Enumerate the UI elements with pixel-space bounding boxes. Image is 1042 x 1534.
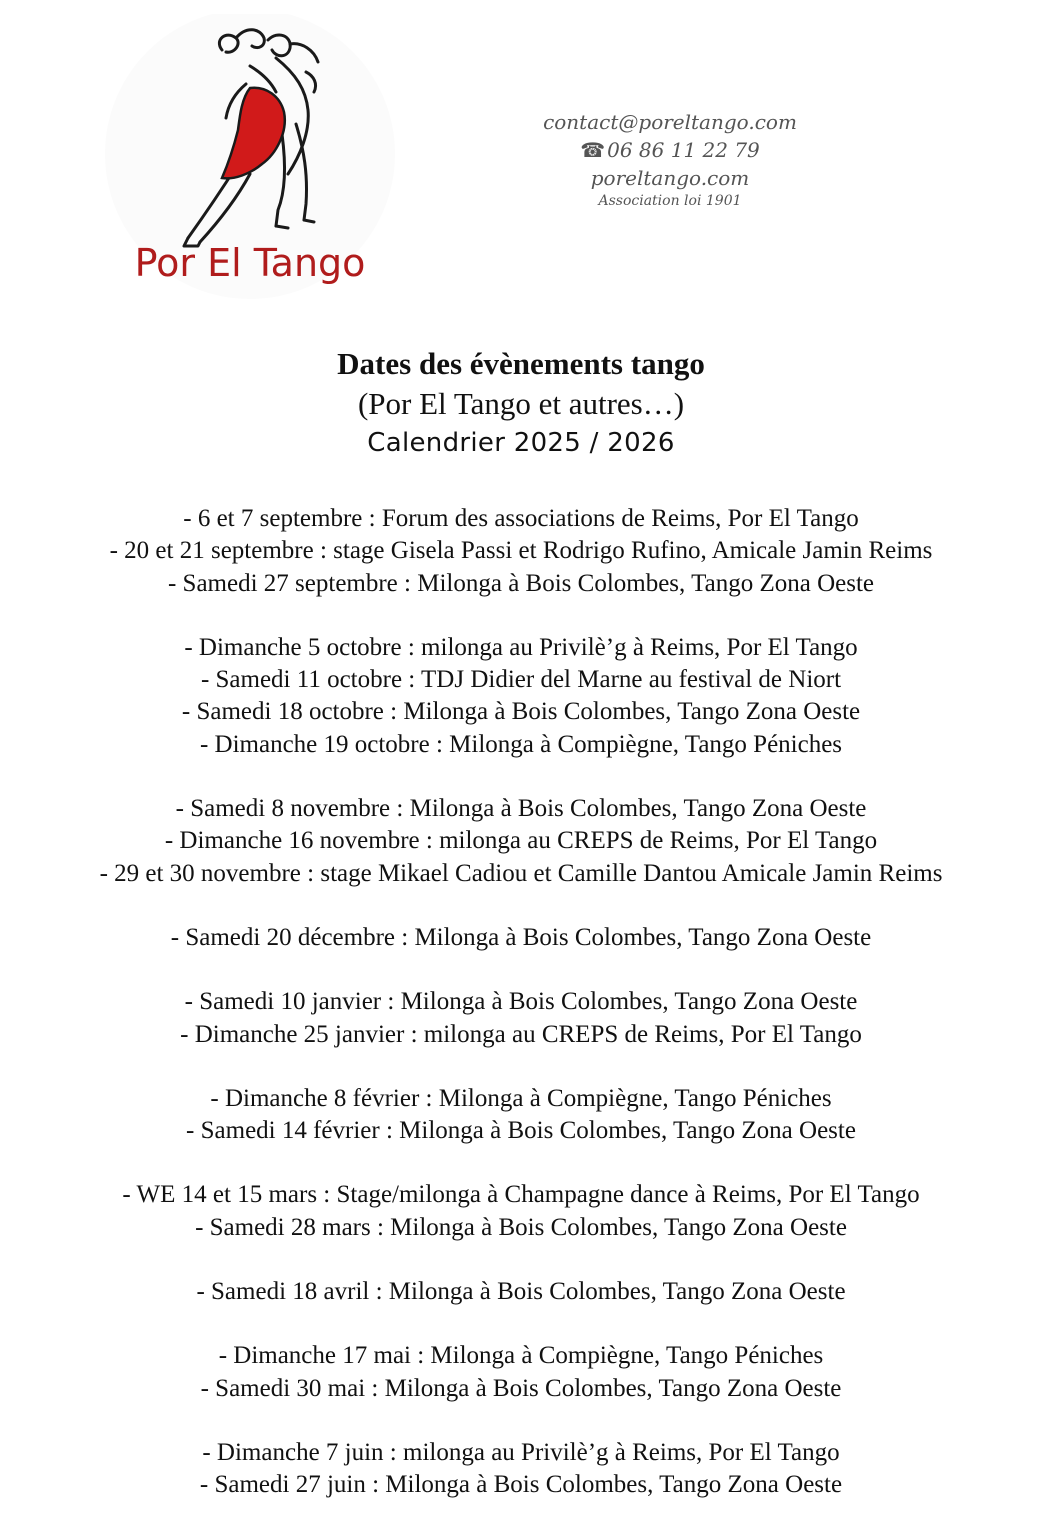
events-list [0,503,1042,1534]
contact-phone-line [520,136,820,164]
event-group-november [0,793,1042,890]
event-item: - Samedi 18 avril : Milonga à Bois Colombes, Tango Zona Oeste [196,1278,846,1306]
event-item: - 20 et 21 septembre : stage Gisela Passi et Rodrigo Rufino, Amicale Jamin Reims [109,537,933,565]
event-group-march [0,1179,1042,1244]
logo [100,14,400,314]
event-group-may [0,1340,1042,1405]
event-item: - Samedi 27 juin : Milonga à Bois Colombes, Tango Zona Oeste [199,1471,843,1499]
event-item: - Dimanche 7 juin : milonga au Privilè’g à Reims, Por El Tango [202,1438,840,1466]
contact-email[interactable]: contact@poreltango.com [543,110,797,134]
event-item: - Samedi 20 décembre : Milonga à Bois Colombes, Tango Zona Oeste [170,923,872,951]
event-item: - Samedi 14 février : Milonga à Bois Colombes, Tango Zona Oeste [186,1117,856,1145]
tango-dancers-logo [100,14,400,314]
event-group-december [0,922,1042,954]
event-item: - 6 et 7 septembre : Forum des associations de Reims, Por El Tango [183,505,859,532]
event-item: - Dimanche 17 mai : Milonga à Compiègne, Tango Péniches [218,1342,824,1370]
contact-phone[interactable]: 06 86 11 22 79 [607,138,760,162]
event-group-january [0,986,1042,1051]
event-item: - WE 14 et 15 mars : Stage/milonga à Champagne dance à Reims, Por El Tango [122,1181,920,1209]
event-item: - 29 et 30 novembre : stage Mikael Cadiou et Camille Dantou Amicale Jamin Reims [99,859,943,887]
event-item: - Dimanche 16 novembre : milonga au CREPS de Reims, Por El Tango [164,827,878,855]
page-subtitle: (Por El Tango et autres…) [357,386,685,421]
telephone-icon: ☎ [580,138,606,162]
calendar-title: Calendrier 2025 / 2026 [367,428,675,458]
event-group-october [0,632,1042,761]
event-item: - Samedi 30 mai : Milonga à Bois Colombes, Tango Zona Oeste [200,1374,842,1402]
event-item: - Samedi 8 novembre : Milonga à Bois Colombes, Tango Zona Oeste [175,795,867,823]
event-item: - Dimanche 19 octobre : Milonga à Compiègne, Tango Péniches [199,730,843,758]
title-block [0,344,1042,462]
event-item: - Dimanche 25 janvier : milonga au CREPS de Reims, Por El Tango [180,1020,862,1048]
logo-text: Por El Tango [134,241,366,285]
event-group-february [0,1083,1042,1148]
event-item: - Dimanche 8 février : Milonga à Compiègne, Tango Péniches [210,1084,832,1112]
event-item: - Samedi 18 octobre : Milonga à Bois Colombes, Tango Zona Oeste [181,698,861,726]
event-item: - Samedi 10 janvier : Milonga à Bois Colombes, Tango Zona Oeste [184,988,858,1016]
event-group-september [0,503,1042,600]
event-item: - Samedi 28 mars : Milonga à Bois Colombes, Tango Zona Oeste [195,1213,847,1241]
page-title: Dates des évènements tango [337,346,705,381]
event-item: - Samedi 27 septembre : Milonga à Bois Colombes, Tango Zona Oeste [167,569,874,597]
event-group-april [0,1276,1042,1308]
contact-association: Association loi 1901 [598,193,742,209]
contact-website[interactable]: poreltango.com [590,166,750,190]
event-item: - Samedi 11 octobre : TDJ Didier del Marne au festival de Niort [200,666,842,694]
event-item: - Dimanche 5 octobre : milonga au Privilè’g à Reims, Por El Tango [184,633,858,661]
contact-block [520,108,820,210]
event-group-june [0,1437,1042,1502]
